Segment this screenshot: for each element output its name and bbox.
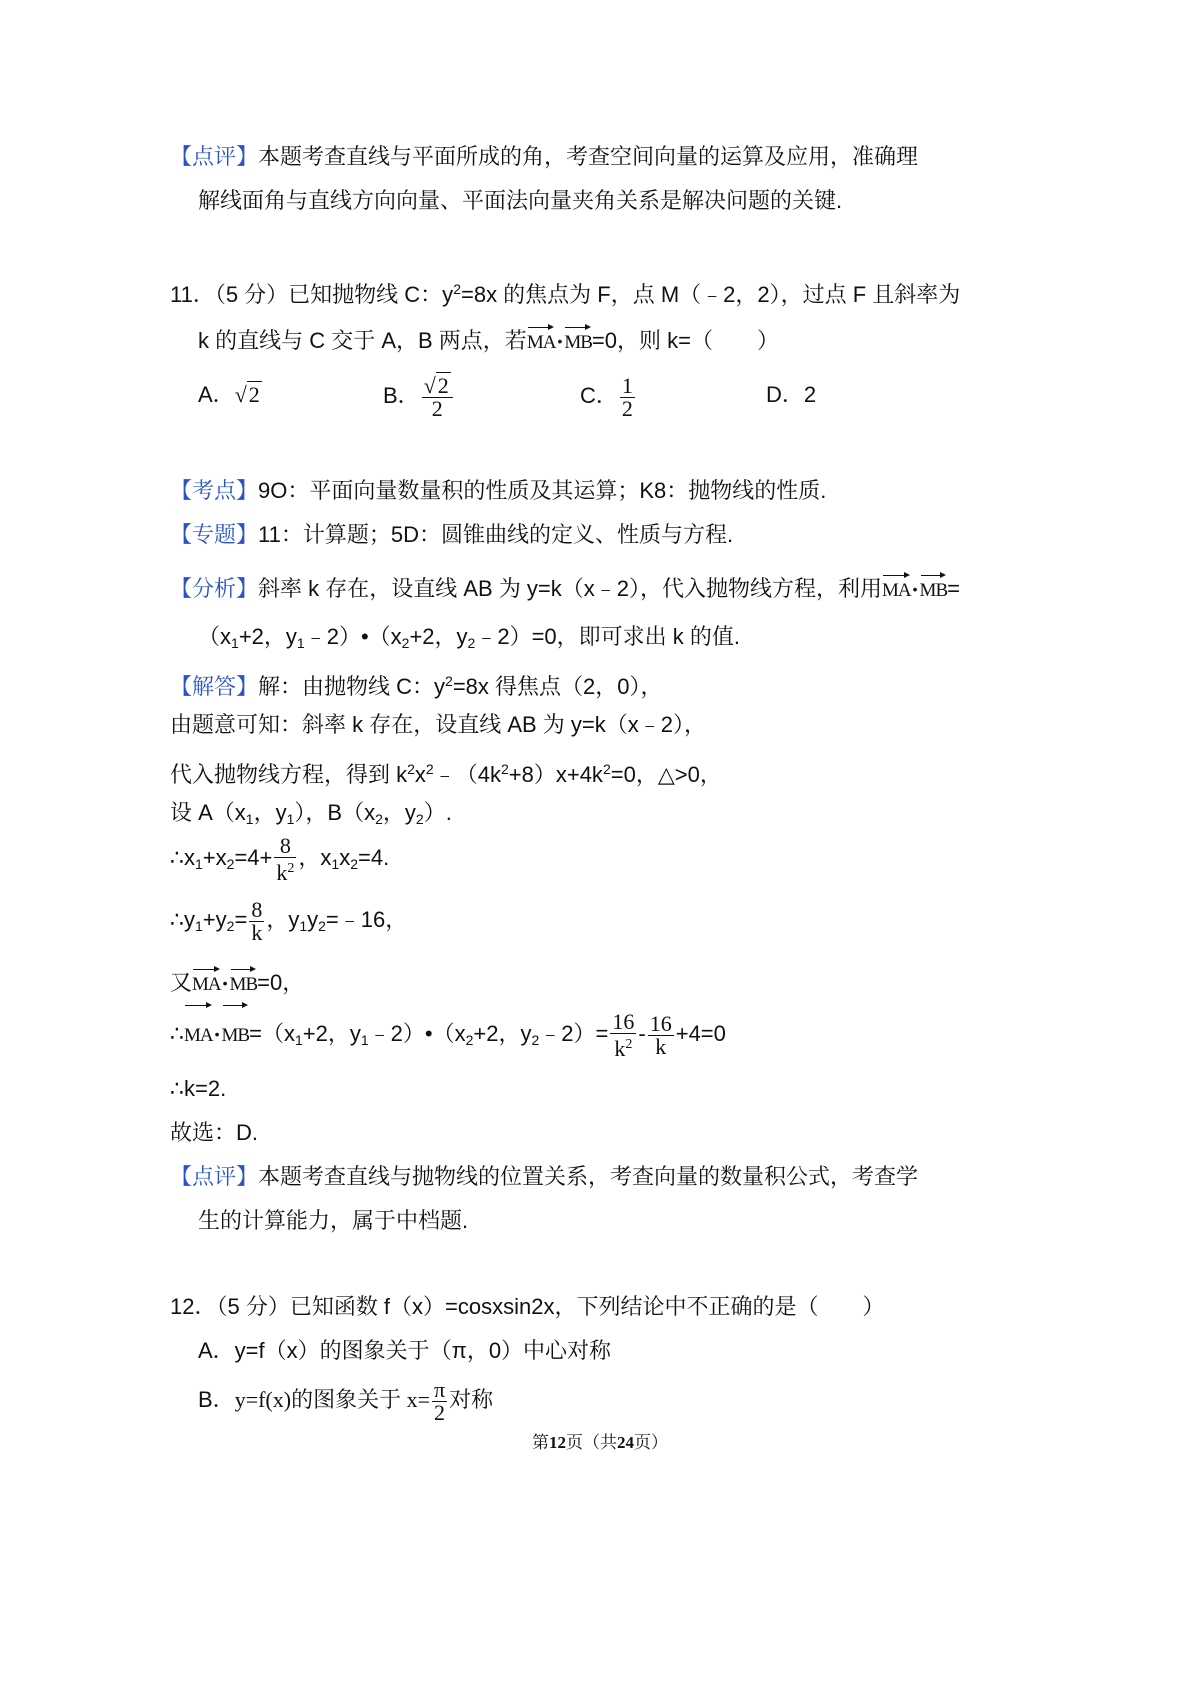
q11-option-d: D．2 — [766, 382, 817, 407]
page-number: 12 — [549, 1433, 566, 1452]
page-footer: 第12页（共24页） — [532, 1433, 668, 1452]
jieda-11-line3: 代入抛物线方程，得到 $k^2x^2﹣(4k^2+8)x+4k^2=0$，△>0， — [170, 761, 722, 787]
fenxi-11-line1: 【分析】斜率 k 存在，设直线 AB 为 y=k（x﹣2），代入抛物线方程，利用MA • MB= — [170, 572, 960, 606]
review-11-line1: 【点评】本题考查直线与抛物线的位置关系，考查向量的数量积公式，考查学 — [170, 1164, 919, 1189]
vector-ma: MA — [527, 324, 556, 358]
zhuanti-11: 【专题】11：计算题；5D：圆锥曲线的定义、性质与方程. — [170, 522, 734, 547]
kaodian-11: 【考点】9O：平面向量数量积的性质及其运算；K8：抛物线的性质. — [170, 478, 827, 503]
jieda-11-line1: 【解答】解：由抛物线 C：$y^2=8x$ 得焦点（2，0）， — [170, 673, 663, 699]
q12-option-a: A．y=f（x）的图象关于（π，0）中心对称 — [198, 1338, 612, 1363]
q11-stem-line2: k 的直线与 C 交于 A，B 两点，若MA • MB=0，则 k=（ ） — [198, 324, 779, 358]
q12-stem: 12．（5 分）已知函数 f（x）=cosxsin2x，下列结论中不正确的是（ ） — [170, 1294, 885, 1319]
q11-option-c: C． $\frac{1}{2}$ — [580, 372, 633, 421]
vector-mb: MB — [564, 324, 592, 358]
jieda-11-line5: $\therefore x_1+x_2=4+$ $\frac{8}{k^2}$ ，$x_1x_2=4$. — [170, 832, 390, 885]
jieda-11-line6: $\therefore y_1+y_2=$ $\frac{8}{k}$ ，$y_1y_2=﹣16$， — [170, 896, 408, 945]
total-pages: 24 — [617, 1433, 634, 1452]
jieda-11-line7: 又MA • MB=0， — [170, 966, 304, 1000]
review-10-line1: 【点评】本题考查直线与平面所成的角，考查空间向量的运算及应用，准确理 — [170, 144, 919, 169]
q11-option-a: A．√2 — [198, 382, 260, 407]
jieda-11-line10: 故选：D. — [170, 1120, 259, 1145]
jieda-11-line4: 设 $A(x_1$，$y_1$），$B(x_2$，$y_2$）. — [170, 800, 452, 827]
review-10-line2: 解线面角与直线方向向量、平面法向量夹角关系是解决问题的关键. — [198, 188, 843, 213]
jieda-11-line8: ∴MA • $MB=(x_1+2$，$y_1﹣2)•(x_2+2$，$y_2﹣2)=$ $\frac{16}{k^2}$ - $\frac{16}{k}$ +4=0 — [170, 1002, 726, 1070]
jieda-11-line9: ∴k=2. — [170, 1076, 227, 1101]
review-tag: 【点评】 — [170, 144, 259, 169]
q12-option-b: B．y=f(x)的图象关于 x= $\frac{\pi}{2}$ 对称 — [198, 1376, 494, 1425]
q11-stem-line1: 11．（5 分）已知抛物线 C：$y^2=8x$ 的焦点为 F，点 M（﹣2，2），过点 F 且斜率为 — [170, 281, 961, 307]
review-11-line2: 生的计算能力，属于中档题. — [198, 1208, 469, 1233]
q11-option-b: B． $\frac{√2}{2}$ — [383, 366, 455, 426]
fenxi-11-line2: （$x_1+2$，$y_1﹣2)•(x_2+2$，$y_2﹣2)=0$，即可求出 k 的值. — [198, 624, 740, 651]
jieda-11-line2: 由题意可知：斜率 k 存在，设直线 AB 为 y=k（x﹣2）， — [170, 712, 706, 737]
